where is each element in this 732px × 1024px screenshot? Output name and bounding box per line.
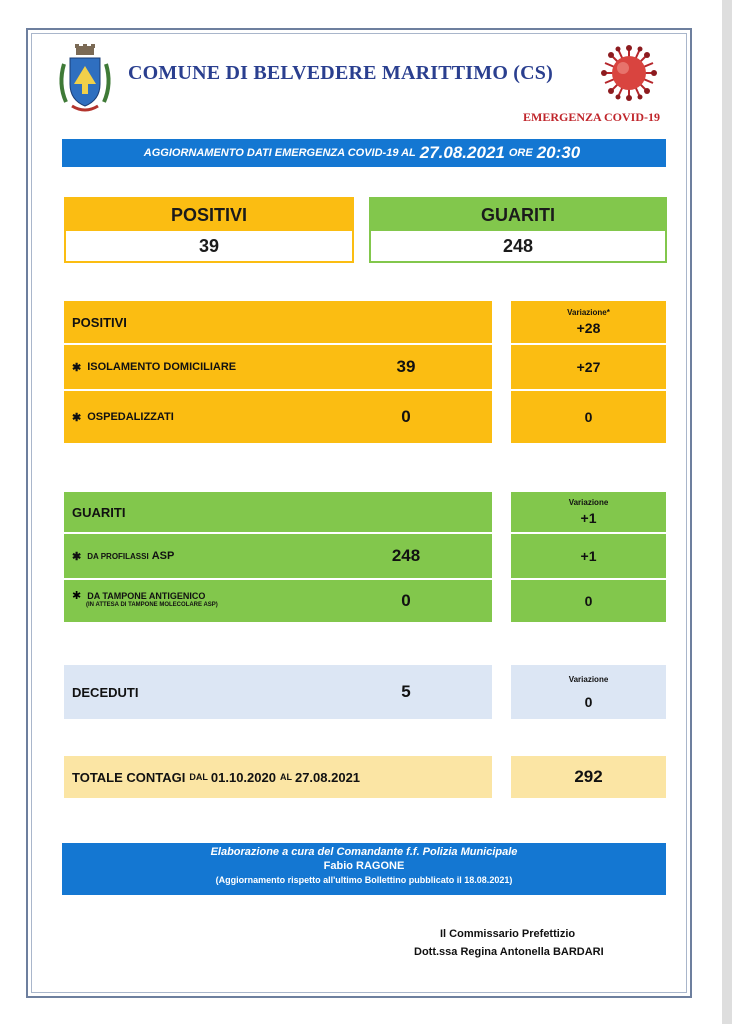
- update-time: 20:30: [536, 143, 581, 162]
- totale-dal: DAL: [189, 772, 208, 782]
- tampone-sub: (IN ATTESA DI TAMPONE MOLECOLARE ASP): [86, 602, 218, 608]
- emergency-label: EMERGENZA COVID-19: [522, 110, 660, 124]
- variazione-value: +28: [576, 320, 601, 336]
- deceduti-value: 5: [320, 665, 492, 719]
- profilassi-label-cell: [64, 534, 320, 578]
- isolamento-label: ISOLAMENTO DOMICILIARE: [87, 361, 237, 373]
- tampone-label-cell: [64, 580, 320, 622]
- ospedalizzati-label: OSPEDALIZZATI: [87, 411, 174, 423]
- positivi-header: POSITIVI: [64, 301, 492, 343]
- totale-from: 01.10.2020: [210, 769, 276, 785]
- isolamento-label-cell: [64, 345, 320, 389]
- totale-al: AL: [279, 772, 292, 782]
- signature-name: Dott.ssa Regina Antonella BARDARI: [414, 946, 604, 958]
- asterisk-icon: ✱: [72, 411, 82, 424]
- update-date: 27.08.2021: [419, 143, 505, 162]
- update-bar: [62, 139, 666, 167]
- ospedalizzati-label-cell: [64, 391, 320, 443]
- asterisk-icon: ✱: [72, 590, 82, 602]
- profilassi-variazione: +1: [511, 534, 666, 578]
- profilassi-value: 248: [320, 534, 492, 578]
- update-prefix: AGGIORNAMENTO DATI EMERGENZA COVID-19 AL: [143, 147, 416, 159]
- totale-label-cell: [64, 756, 492, 798]
- totale-value: 292: [511, 756, 666, 798]
- footer-line-2: Fabio RAGONE: [323, 860, 405, 872]
- positivi-summary-value: 39: [66, 231, 352, 261]
- isolamento-variazione: +27: [511, 345, 666, 389]
- asterisk-icon: ✱: [72, 550, 82, 563]
- deceduti-variazione: [511, 665, 666, 719]
- guariti-variazione: [511, 492, 666, 532]
- signature-title: Il Commissario Prefettizio: [440, 928, 576, 940]
- variazione-label: Variazione*: [567, 308, 610, 317]
- footer-line-1: Elaborazione a cura del Comandante f.f. Polizia Municipale: [210, 846, 518, 858]
- variazione-label: Variazione: [568, 674, 609, 684]
- tampone-value: 0: [320, 580, 492, 622]
- footer-box: [62, 843, 666, 895]
- positivi-summary-label: POSITIVI: [66, 199, 352, 231]
- variazione-value: +1: [580, 510, 597, 526]
- guariti-header: GUARITI: [64, 492, 492, 532]
- deceduti-label: DECEDUTI: [64, 665, 320, 719]
- coronavirus-icon: [598, 44, 660, 102]
- page-title: COMUNE DI BELVEDERE MARITTIMO (CS): [128, 62, 553, 84]
- update-ore: ORE: [508, 147, 533, 159]
- guariti-summary-value: 248: [371, 231, 665, 261]
- profilassi-label-small: DA PROFILASSI: [87, 551, 149, 561]
- ospedalizzati-variazione: 0: [511, 391, 666, 443]
- positivi-summary-box: [64, 197, 354, 263]
- footer-line-3: (Aggiornamento rispetto all'ultimo Bollettino pubblicato il 18.08.2021): [215, 875, 513, 885]
- guariti-summary-box: [369, 197, 667, 263]
- asterisk-icon: ✱: [72, 361, 82, 374]
- variazione-label: Variazione: [568, 498, 609, 507]
- tampone-label: DA TAMPONE ANTIGENICO: [87, 590, 206, 601]
- totale-to: 27.08.2021: [294, 769, 361, 785]
- page-edge: [722, 0, 732, 1024]
- isolamento-value: 39: [320, 345, 492, 389]
- ospedalizzati-value: 0: [320, 391, 492, 443]
- profilassi-label-asp: ASP: [151, 550, 175, 562]
- positivi-variazione: [511, 301, 666, 343]
- variazione-value: 0: [584, 693, 593, 710]
- tampone-variazione: 0: [511, 580, 666, 622]
- totale-label: TOTALE CONTAGI: [72, 769, 186, 785]
- municipal-crest-icon: [52, 44, 118, 118]
- guariti-summary-label: GUARITI: [371, 199, 665, 231]
